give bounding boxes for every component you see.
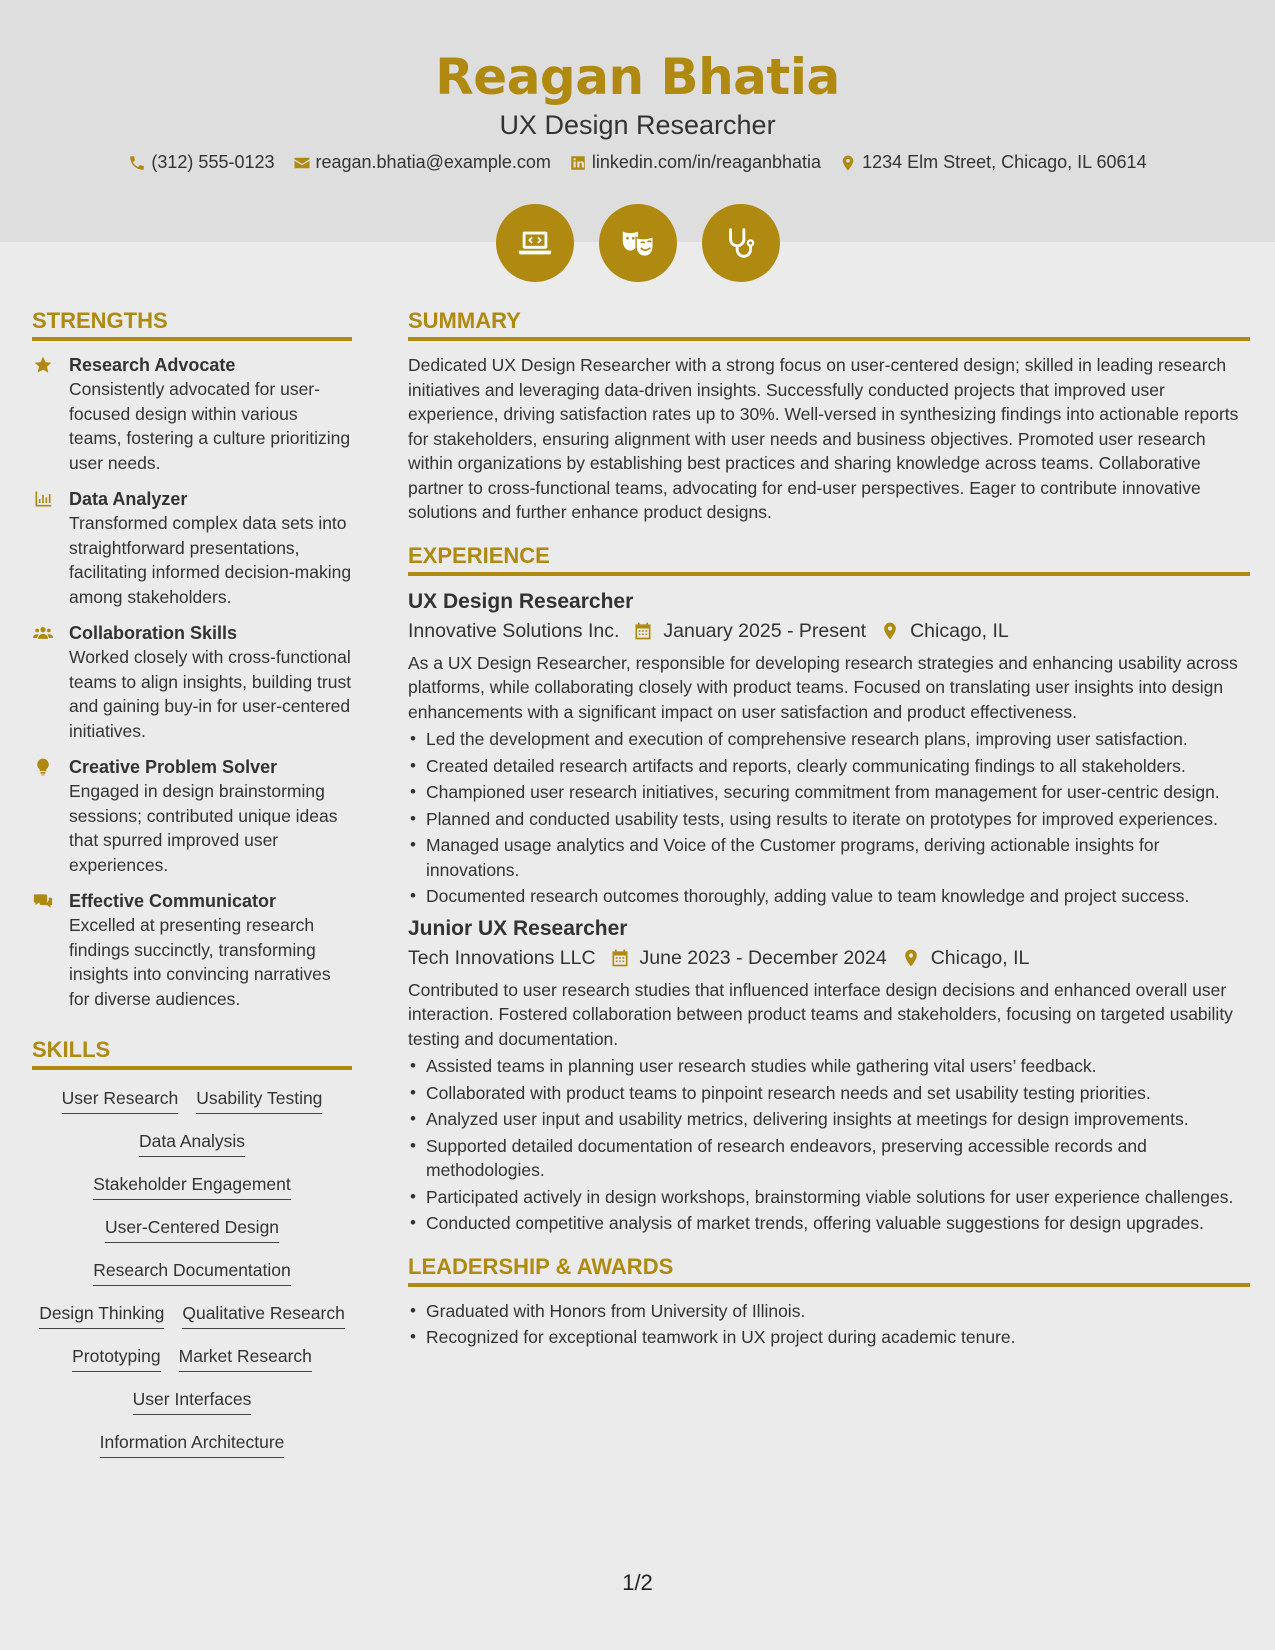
- left-column: [32, 308, 352, 1458]
- job-meta: [408, 947, 1250, 970]
- strength-title: Creative Problem Solver: [69, 757, 278, 777]
- job-bullets: [408, 1054, 1250, 1236]
- strength-title: Collaboration Skills: [69, 623, 238, 643]
- stethoscope-icon: [722, 224, 760, 262]
- icon-circles: [0, 204, 1275, 282]
- list-item: • Planned and conducted usability tests, using results to iterate on prototypes for improved experiences.: [408, 807, 1250, 832]
- list-item: • Conducted competitive analysis of market trends, offering valuable suggestions for design upgrades.: [408, 1211, 1250, 1236]
- comments-icon: [32, 891, 54, 911]
- experience-heading: EXPERIENCE: [408, 543, 1250, 576]
- skill-tag: User Research: [62, 1086, 179, 1114]
- skill-tag: Data Analysis: [139, 1129, 245, 1157]
- skill-tag: Information Architecture: [100, 1430, 285, 1458]
- list-item: • Managed usage analytics and Voice of the Customer programs, deriving actionable insights for innovations.: [408, 833, 1250, 882]
- strengths-heading: STRENGTHS: [32, 308, 352, 341]
- skill-tag: User Interfaces: [133, 1387, 252, 1415]
- contact-address: [839, 152, 1147, 173]
- skill-tag: User-Centered Design: [105, 1215, 279, 1243]
- list-item: • Championed user research initiatives, securing commitment from management for user-centric design.: [408, 780, 1250, 805]
- skill-tag: Market Research: [179, 1344, 312, 1372]
- laptop-code-circle: [496, 204, 574, 282]
- list-item: • Created detailed research artifacts and reports, clearly communicating findings to all stakeholders.: [408, 754, 1250, 779]
- list-item: • Collaborated with product teams to pinpoint research needs and set usability testing priorities.: [408, 1081, 1250, 1106]
- skill-tag: Design Thinking: [39, 1301, 164, 1329]
- strength-item: [32, 889, 352, 1011]
- summary-text: Dedicated UX Design Researcher with a strong focus on user-centered design; skilled in leading research initiatives and leveraging data-driven insights. Successfully conducted projects that improved user experience, driving satisfaction rates up to 30%. Well-versed in synthesizing findings into actionable reports for stakeholders, ensuring alignment with user needs and business objectives. Promoted user research within organizations by establishing best practices and sharing knowledge across teams. Collaborative partner to cross-functional teams, advocating for end-user perspectives. Eager to contribute innovative solutions and further enhance product designs.: [408, 355, 1239, 522]
- phone-text: (312) 555-0123: [151, 152, 275, 172]
- job-company: Innovative Solutions Inc.: [408, 619, 620, 642]
- stethoscope-circle: [702, 204, 780, 282]
- calendar-icon: [633, 621, 653, 641]
- list-item: • Supported detailed documentation of research endeavors, preserving accessible records and methodologies.: [408, 1134, 1250, 1183]
- laptop-code-icon: [516, 224, 554, 262]
- lightbulb-icon: [32, 757, 54, 777]
- candidate-name: Reagan Bhatia: [435, 48, 840, 106]
- job-description: As a UX Design Researcher, responsible for developing research strategies and enhancing usability across platforms, while collaborating closely with product teams. Focused on translating user insights into design enhancements with a significant impact on user satisfaction and product effectiveness.: [408, 652, 1238, 722]
- strength-title: Data Analyzer: [69, 489, 188, 509]
- contact-phone: [128, 152, 274, 173]
- list-item: • Assisted teams in planning user research studies while gathering vital users’ feedback.: [408, 1054, 1250, 1079]
- strength-item: [32, 755, 352, 877]
- list-item: • Documented research outcomes thoroughly, adding value to team knowledge and project success.: [408, 884, 1250, 909]
- strength-item: [32, 487, 352, 609]
- strength-title: Research Advocate: [69, 355, 236, 375]
- strength-item: [32, 353, 352, 475]
- email-text[interactable]: reagan.bhatia@example.com: [315, 152, 551, 172]
- strength-title: Effective Communicator: [69, 891, 277, 911]
- calendar-icon: [610, 948, 630, 968]
- job-description: Contributed to user research studies that influenced interface design decisions and enhanced overall user interaction. Fostered collaboration between product teams and stakeholders, focusing on targeted usability testing and documentation.: [408, 979, 1233, 1049]
- address-text: 1234 Elm Street, Chicago, IL 60614: [862, 152, 1147, 172]
- linkedin-text[interactable]: linkedin.com/in/reaganbhatia: [591, 152, 822, 172]
- users-icon: [32, 623, 54, 643]
- job-entry: [408, 915, 1250, 1236]
- awards-list: [408, 1299, 1250, 1350]
- contact-bar: [0, 152, 1275, 173]
- skills-heading: SKILLS: [32, 1037, 352, 1070]
- chart-bar-icon: [32, 489, 54, 509]
- map-pin-icon: [901, 948, 921, 968]
- contact-email[interactable]: [293, 152, 551, 173]
- theater-masks-icon: [619, 224, 657, 262]
- list-item: • Participated actively in design workshops, brainstorming viable solutions for user experience challenges.: [408, 1185, 1250, 1210]
- job-company: Tech Innovations LLC: [408, 946, 596, 969]
- job-title: UX Design Researcher: [408, 589, 634, 613]
- strength-desc: Engaged in design brainstorming sessions; contributed unique ideas that spurred improved user experiences.: [69, 781, 338, 875]
- summary-heading: SUMMARY: [408, 308, 1250, 341]
- job-entry: [408, 588, 1250, 909]
- skills-list: [32, 1086, 352, 1458]
- envelope-icon: [293, 154, 311, 172]
- strength-desc: Worked closely with cross-functional teams to align insights, building trust and gaining buy-in for user-centered initiatives.: [69, 647, 352, 741]
- job-dates: January 2025 - Present: [663, 619, 867, 642]
- page-number: 1/2: [622, 1570, 653, 1595]
- candidate-title: UX Design Researcher: [499, 110, 776, 140]
- skill-tag: Research Documentation: [93, 1258, 290, 1286]
- list-item: • Analyzed user input and usability metrics, delivering insights at meetings for design improvements.: [408, 1107, 1250, 1132]
- job-dates: June 2023 - December 2024: [639, 946, 887, 969]
- skill-tag: Qualitative Research: [182, 1301, 344, 1329]
- list-item: • Led the development and execution of comprehensive research plans, improving user satisfaction.: [408, 727, 1250, 752]
- job-meta: [408, 620, 1250, 643]
- phone-icon: [128, 154, 146, 172]
- right-column: [408, 308, 1250, 1352]
- star-icon: [32, 355, 54, 375]
- map-pin-icon: [880, 621, 900, 641]
- contact-linkedin[interactable]: [569, 152, 821, 173]
- strength-desc: Excelled at presenting research findings succinctly, transforming insights into convincing narratives for diverse audiences.: [69, 915, 331, 1009]
- strength-desc: Transformed complex data sets into straightforward presentations, facilitating informed decision-making among stakeholders.: [69, 513, 352, 607]
- awards-heading: LEADERSHIP & AWARDS: [408, 1254, 1250, 1287]
- job-bullets: [408, 727, 1250, 909]
- list-item: • Graduated with Honors from University of Illinois.: [408, 1299, 1250, 1324]
- job-title: Junior UX Researcher: [408, 916, 628, 940]
- linkedin-icon: [569, 154, 587, 172]
- skill-tag: Usability Testing: [196, 1086, 322, 1114]
- job-location: Chicago, IL: [930, 946, 1030, 969]
- strength-desc: Consistently advocated for user-focused design within various teams, fostering a culture prioritizing user needs.: [69, 379, 351, 473]
- skill-tag: Prototyping: [72, 1344, 161, 1372]
- strength-item: [32, 621, 352, 743]
- theater-masks-circle: [599, 204, 677, 282]
- skill-tag: Stakeholder Engagement: [93, 1172, 291, 1200]
- list-item: • Recognized for exceptional teamwork in UX project during academic tenure.: [408, 1325, 1250, 1350]
- map-pin-icon: [839, 154, 857, 172]
- job-location: Chicago, IL: [910, 619, 1009, 642]
